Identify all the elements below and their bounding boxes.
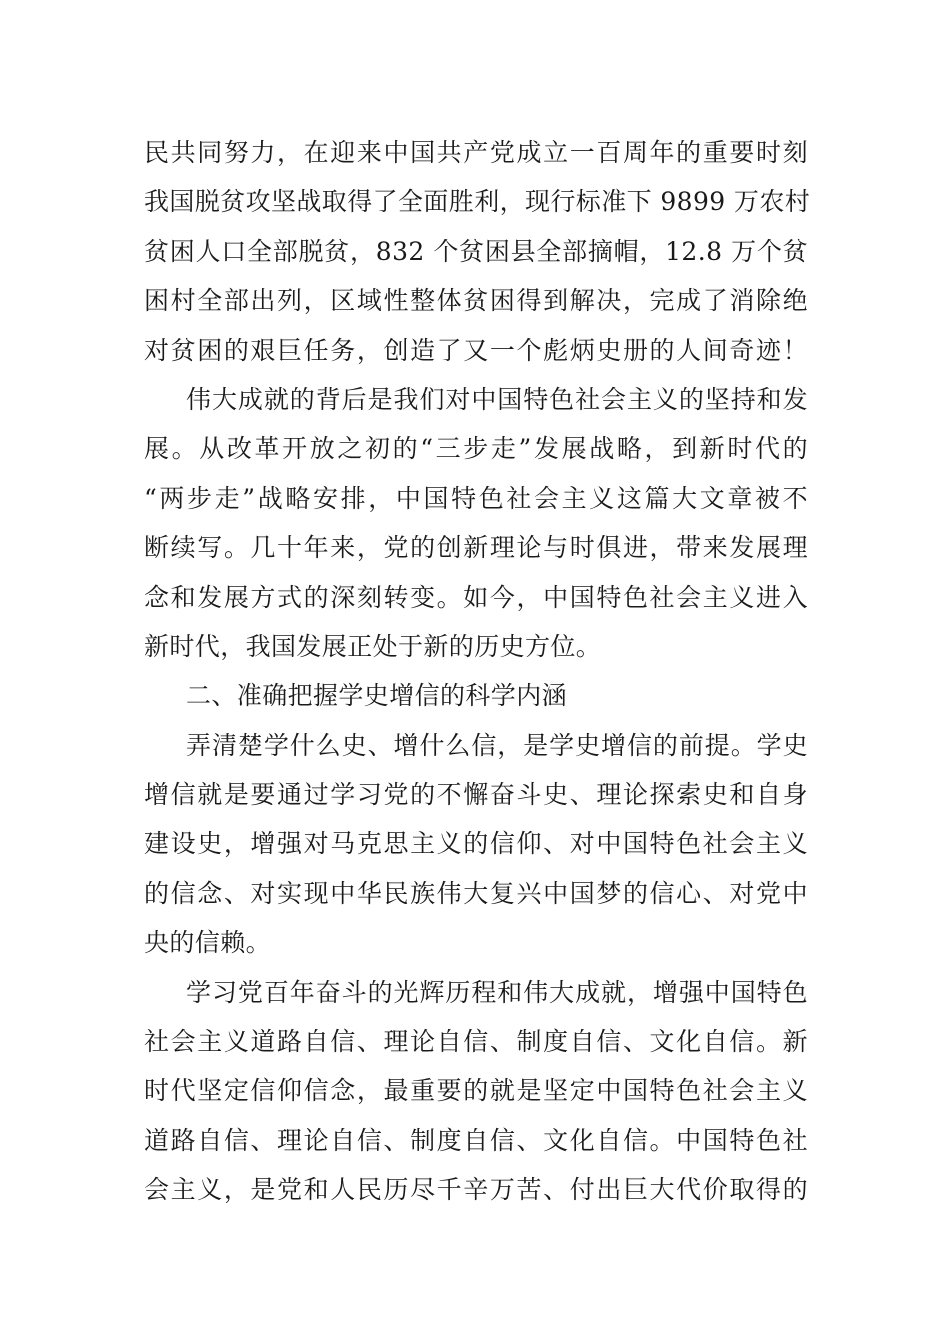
paragraph-3 [144,721,808,968]
text-line: 会主义，是党和人民历尽千辛万苦、付出巨大代价取得的 [144,1175,808,1205]
paragraph-4 [144,968,808,1215]
text-line: 伟大成就的背后是我们对中国特色社会主义的坚持和发 [186,384,808,414]
paragraph-2 [144,375,808,671]
text-line: 社会主义道路自信、理论自信、制度自信、文化自信。新 [144,1027,808,1057]
text-line: 时代坚定信仰信念，最重要的就是坚定中国特色社会主义 [144,1076,808,1106]
text-line: 的信念、对实现中华民族伟大复兴中国梦的信心、对党中 [144,878,808,908]
section-heading [144,671,808,720]
text-line: 念和发展方式的深刻转变。如今，中国特色社会主义进入 [144,582,808,612]
paragraph-1 [144,128,811,375]
document-body [144,128,811,1215]
text-line: 贫困人口全部脱贫，832 个贫困县全部摘帽，12.8 万个贫 [144,236,808,266]
text-line: 道路自信、理论自信、制度自信、文化自信。中国特色社 [144,1125,808,1155]
text-line: 弄清楚学什么史、增什么信，是学史增信的前提。学史 [186,730,808,760]
text-line: 新时代，我国发展正处于新的历史方位。 [144,631,602,661]
text-line: 增信就是要通过学习党的不懈奋斗史、理论探索史和自身 [144,780,808,810]
text-line: “两步走”战略安排，中国特色社会主义这篇大文章被不 [144,483,808,513]
text-line: 断续写。几十年来，党的创新理论与时俱进，带来发展理 [144,533,808,563]
text-line: 我国脱贫攻坚战取得了全面胜利，现行标准下 9899 万农村 [144,187,811,217]
text-line: 建设史，增强对马克思主义的信仰、对中国特色社会主义 [144,829,808,859]
text-line: 困村全部出列，区域性整体贫困得到解决，完成了消除绝 [144,286,808,316]
text-line: 民共同努力，在迎来中国共产党成立一百周年的重要时刻 [144,138,808,167]
text-line: 对贫困的艰巨任务，创造了又一个彪炳史册的人间奇迹！ [144,335,808,365]
heading-line: 二、准确把握学史增信的科学内涵 [186,681,568,711]
text-line: 学习党百年奋斗的光辉历程和伟大成就，增强中国特色 [186,977,808,1007]
text-line: 展。从改革开放之初的“三步走”发展战略，到新时代的 [144,434,808,464]
text-line: 央的信赖。 [144,928,272,958]
